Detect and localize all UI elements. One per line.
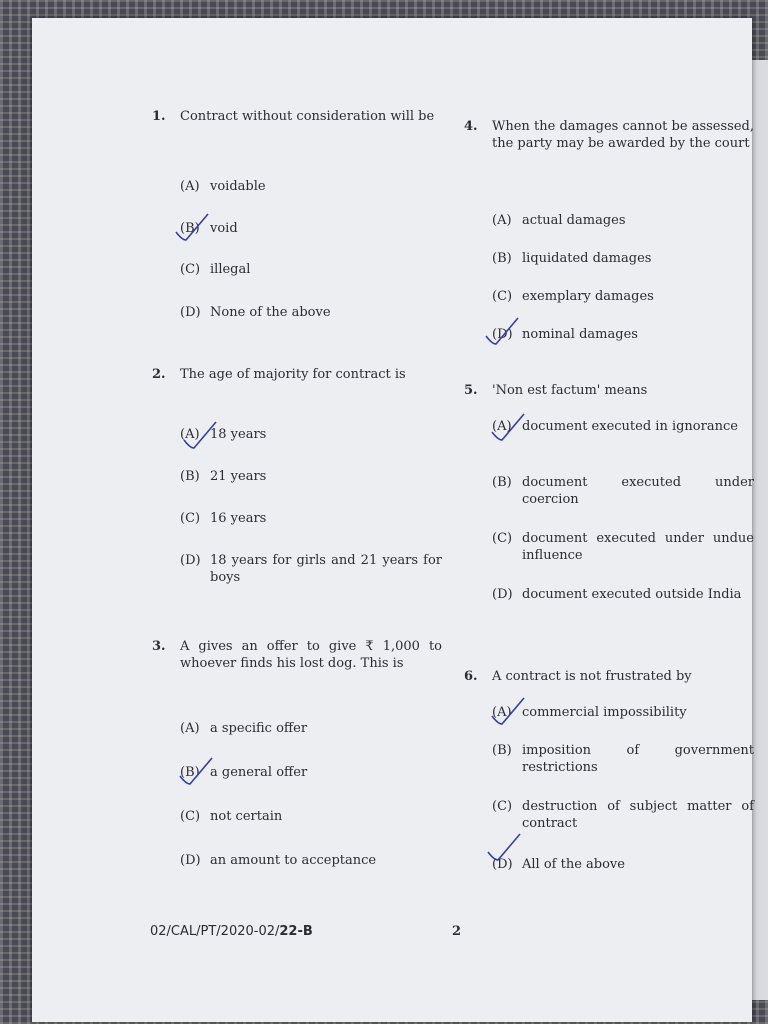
option-c bbox=[180, 261, 442, 278]
option-letter: (B) bbox=[492, 743, 512, 758]
tick-mark-q6a bbox=[488, 694, 528, 730]
question-number: 2. bbox=[152, 367, 166, 382]
question-stem bbox=[464, 382, 754, 399]
tick-mark-q2 bbox=[180, 418, 220, 454]
option-text: destruction of subject matter of contract bbox=[522, 799, 754, 831]
option-d bbox=[492, 586, 754, 603]
question-1 bbox=[152, 108, 442, 320]
question-text: When the damages cannot be assessed, the party may be awarded by the court bbox=[492, 119, 754, 151]
question-4 bbox=[464, 118, 754, 342]
option-b bbox=[180, 764, 442, 781]
option-letter: (B) bbox=[180, 765, 200, 780]
option-letter: (A) bbox=[180, 179, 200, 194]
question-stem bbox=[152, 366, 442, 383]
option-text: 16 years bbox=[210, 511, 267, 526]
option-c bbox=[180, 808, 442, 825]
question-text: 'Non est factum' means bbox=[492, 383, 648, 398]
paper-code-suffix: 22-B bbox=[279, 924, 313, 939]
option-text: illegal bbox=[210, 262, 251, 277]
tick-mark-q4 bbox=[482, 314, 522, 350]
option-b bbox=[492, 250, 754, 267]
option-letter: (A) bbox=[492, 419, 512, 434]
question-text: Contract without consideration will be bbox=[180, 109, 435, 124]
option-text: imposition of government restrictions bbox=[522, 743, 754, 775]
option-d bbox=[180, 552, 442, 586]
question-number: 1. bbox=[152, 109, 166, 124]
option-letter: (D) bbox=[180, 305, 201, 320]
option-text: void bbox=[210, 221, 238, 236]
option-letter: (D) bbox=[492, 587, 513, 602]
option-letter: (C) bbox=[492, 289, 513, 304]
option-c bbox=[492, 798, 754, 832]
option-letter: (B) bbox=[492, 251, 512, 266]
option-text: nominal damages bbox=[522, 327, 638, 342]
option-c bbox=[180, 510, 442, 527]
tick-mark-q1 bbox=[172, 210, 212, 246]
exam-page bbox=[32, 18, 752, 1022]
option-c bbox=[492, 288, 754, 305]
option-text: liquidated damages bbox=[522, 251, 652, 266]
question-text: The age of majority for contract is bbox=[180, 367, 406, 382]
question-6 bbox=[464, 668, 754, 872]
question-stem bbox=[464, 668, 754, 685]
question-number: 3. bbox=[152, 639, 166, 654]
option-letter: (A) bbox=[180, 427, 200, 442]
option-a bbox=[180, 178, 442, 195]
tick-mark-q3 bbox=[176, 754, 216, 790]
question-number: 5. bbox=[464, 383, 478, 398]
option-d bbox=[180, 304, 442, 321]
question-text: A gives an offer to give ₹ 1,000 to whoever finds his lost dog. This is bbox=[180, 639, 442, 671]
option-letter: (A) bbox=[492, 705, 512, 720]
option-text: not certain bbox=[210, 809, 283, 824]
option-a bbox=[180, 720, 442, 737]
option-text: a specific offer bbox=[210, 721, 308, 736]
option-letter: (C) bbox=[180, 262, 201, 277]
option-letter: (C) bbox=[492, 799, 513, 814]
question-3 bbox=[152, 638, 442, 868]
option-letter: (C) bbox=[180, 511, 201, 526]
option-b bbox=[492, 474, 754, 508]
question-5 bbox=[464, 382, 754, 602]
option-letter: (D) bbox=[492, 327, 513, 342]
option-text: actual damages bbox=[522, 213, 626, 228]
option-a bbox=[492, 704, 754, 721]
option-letter: (B) bbox=[180, 469, 200, 484]
option-a bbox=[492, 212, 754, 229]
question-2 bbox=[152, 366, 442, 585]
option-d bbox=[180, 852, 442, 869]
option-text: document executed outside India bbox=[522, 587, 742, 602]
option-letter: (C) bbox=[180, 809, 201, 824]
option-text: None of the above bbox=[210, 305, 331, 320]
option-letter: (D) bbox=[492, 857, 513, 872]
option-b bbox=[180, 468, 442, 485]
option-b bbox=[180, 220, 442, 237]
tick-mark-q6d bbox=[484, 830, 524, 866]
question-stem bbox=[152, 108, 442, 125]
page-number: 2 bbox=[452, 924, 462, 939]
option-text: document executed under undue influence bbox=[522, 531, 754, 563]
option-letter: (B) bbox=[492, 475, 512, 490]
paper-code-prefix: 02/CAL/PT/2020-02/ bbox=[150, 924, 280, 939]
option-letter: (C) bbox=[492, 531, 513, 546]
question-stem bbox=[464, 118, 754, 152]
question-stem bbox=[152, 638, 442, 672]
option-d bbox=[492, 856, 754, 873]
option-text: All of the above bbox=[522, 857, 625, 872]
option-text: exemplary damages bbox=[522, 289, 654, 304]
option-text: a general offer bbox=[210, 765, 308, 780]
option-letter: (D) bbox=[180, 853, 201, 868]
question-text: A contract is not frustrated by bbox=[492, 669, 692, 684]
tick-mark-q5 bbox=[488, 410, 528, 446]
option-a bbox=[492, 418, 754, 435]
option-text: 21 years bbox=[210, 469, 267, 484]
option-b bbox=[492, 742, 754, 776]
option-letter: (A) bbox=[492, 213, 512, 228]
question-number: 6. bbox=[464, 669, 478, 684]
question-number: 4. bbox=[464, 119, 478, 134]
option-letter: (B) bbox=[180, 221, 200, 236]
paper-code bbox=[150, 924, 313, 939]
option-text: voidable bbox=[210, 179, 266, 194]
option-text: document executed in ignorance bbox=[522, 419, 738, 434]
option-text: 18 years bbox=[210, 427, 267, 442]
option-text: document executed under coercion bbox=[522, 475, 754, 507]
option-text: an amount to acceptance bbox=[210, 853, 377, 868]
option-c bbox=[492, 530, 754, 564]
option-text: 18 years for girls and 21 years for boys bbox=[210, 553, 442, 585]
option-letter: (A) bbox=[180, 721, 200, 736]
option-d bbox=[492, 326, 754, 343]
option-letter: (D) bbox=[180, 553, 201, 568]
option-text: commercial impossibility bbox=[522, 705, 687, 720]
